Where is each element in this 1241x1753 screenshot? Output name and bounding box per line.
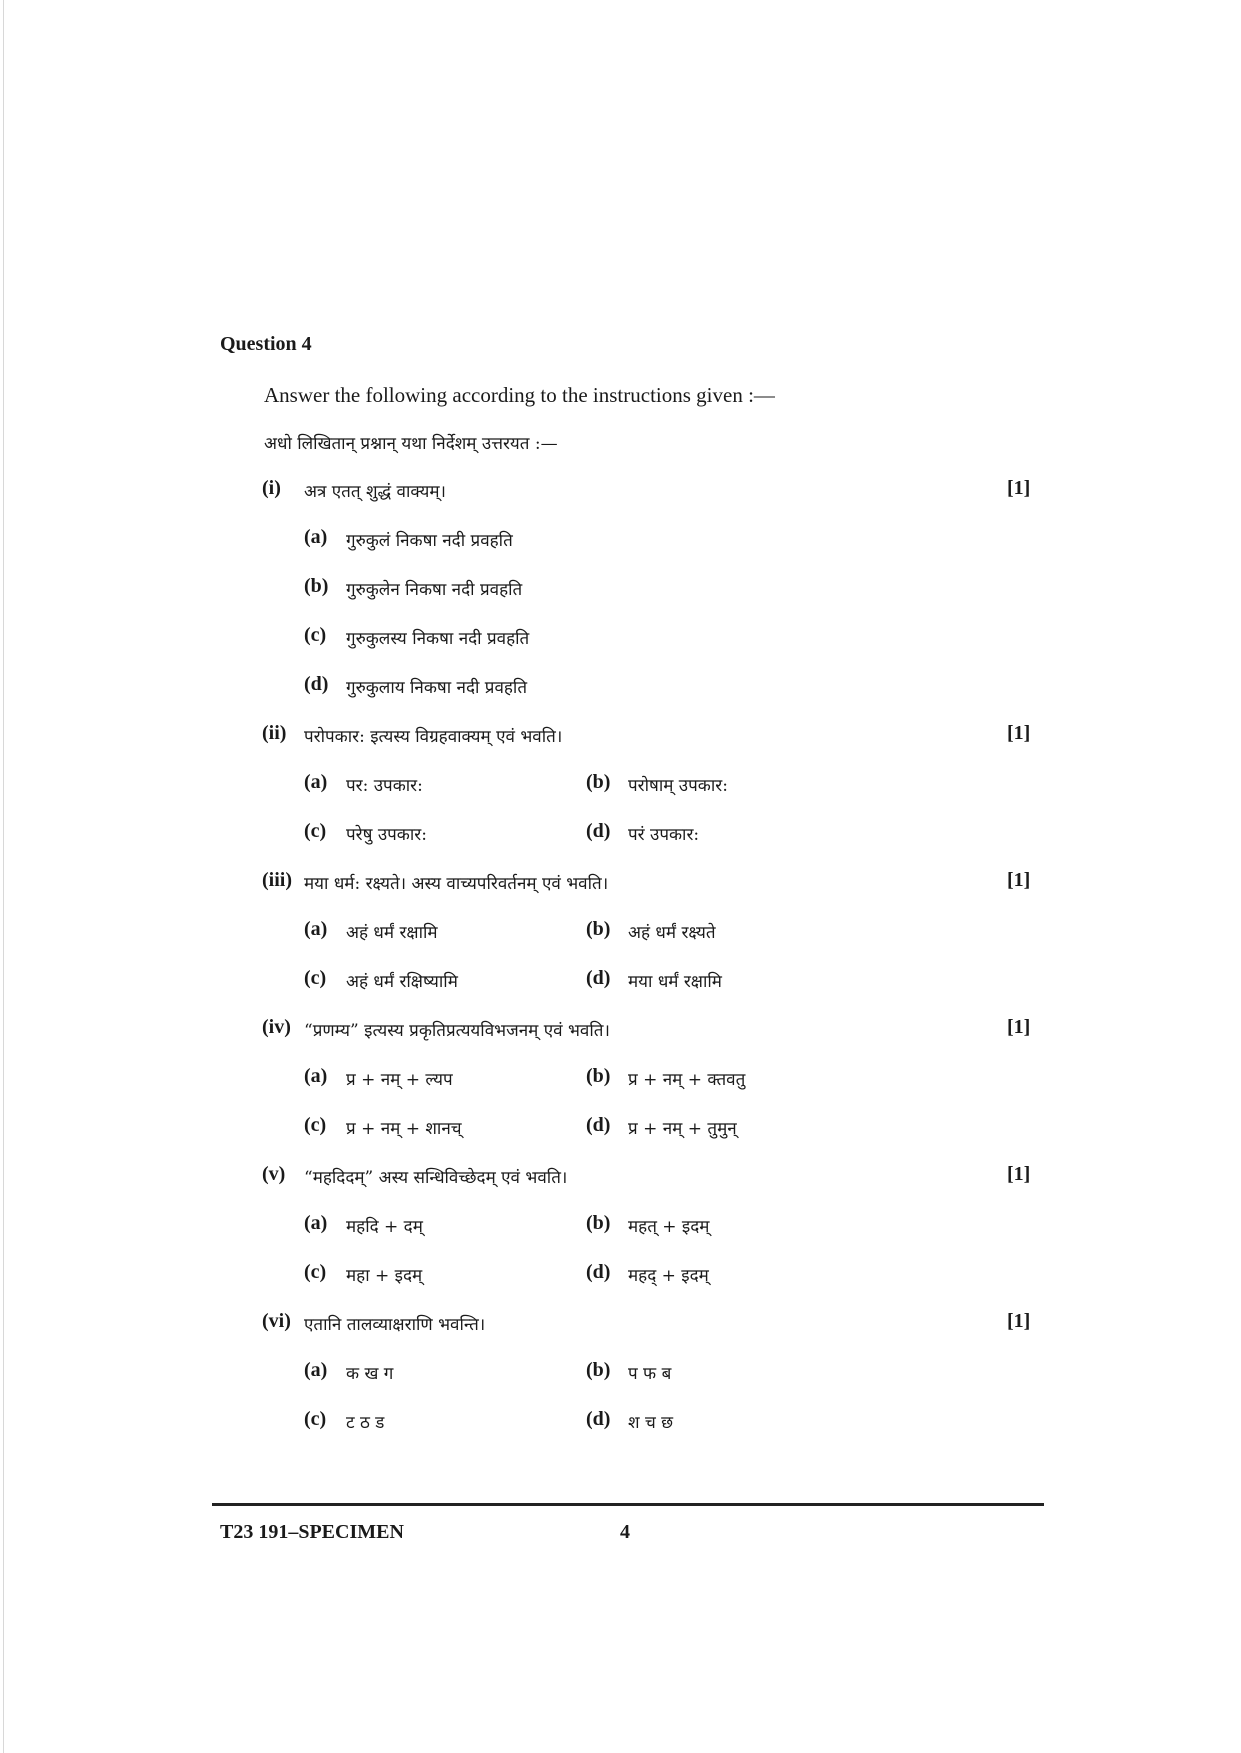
question-number: (iii) bbox=[262, 869, 292, 891]
option-label: (a) bbox=[304, 771, 328, 793]
option-text: प फ ब bbox=[628, 1364, 672, 1384]
question-item bbox=[0, 1016, 1241, 1044]
option-label: (b) bbox=[586, 918, 611, 940]
option-text: गुरुकुलं निकषा नदी प्रवहति bbox=[346, 531, 513, 551]
option-text: गुरुकुलस्य निकषा नदी प्रवहति bbox=[346, 629, 530, 649]
option-text: श च छ bbox=[628, 1413, 674, 1433]
option-label: (b) bbox=[586, 1212, 611, 1234]
question-text: “प्रणम्य” इत्यस्य प्रकृतिप्रत्ययविभजनम् एवं भवति। bbox=[304, 1021, 610, 1041]
question-number: (ii) bbox=[262, 722, 287, 744]
question-text: परोपकार: इत्यस्य विग्रहवाक्यम् एवं भवति। bbox=[304, 727, 563, 747]
question-marks: [1] bbox=[1007, 1016, 1031, 1038]
option-label: (d) bbox=[586, 1114, 611, 1136]
question-item bbox=[0, 1310, 1241, 1338]
option-text: महा + इदम् bbox=[346, 1266, 423, 1286]
option-text: प्र + नम् + शानच् bbox=[346, 1119, 462, 1139]
option-label: (c) bbox=[304, 967, 327, 989]
question-title: Question 4 bbox=[220, 333, 312, 355]
option-label: (d) bbox=[304, 673, 329, 695]
question-text: एतानि तालव्याक्षराणि भवन्ति। bbox=[304, 1315, 486, 1335]
option-text: महत् + इदम् bbox=[628, 1217, 710, 1237]
page-number: 4 bbox=[620, 1521, 630, 1543]
instruction-english: Answer the following according to the instructions given :— bbox=[264, 383, 775, 407]
question-marks: [1] bbox=[1007, 869, 1031, 891]
question-marks: [1] bbox=[1007, 1310, 1031, 1332]
question-marks: [1] bbox=[1007, 477, 1031, 499]
option-label: (a) bbox=[304, 1359, 328, 1381]
question-number: (v) bbox=[262, 1163, 286, 1185]
option-label: (a) bbox=[304, 1065, 328, 1087]
option-text: प्र + नम् + ल्यप bbox=[346, 1070, 453, 1090]
footer-code: T23 191–SPECIMEN bbox=[220, 1521, 404, 1543]
question-number: (vi) bbox=[262, 1310, 291, 1332]
option-label: (d) bbox=[586, 820, 611, 842]
option-label: (a) bbox=[304, 918, 328, 940]
instruction-sanskrit: अधो लिखितान् प्रश्नान् यथा निर्देशम् उत्तरयत :— bbox=[264, 434, 558, 454]
option-text: गुरुकुलेन निकषा नदी प्रवहति bbox=[346, 580, 523, 600]
option-text: प्र + नम् + क्तवतु bbox=[628, 1070, 746, 1090]
option-label: (d) bbox=[586, 1261, 611, 1283]
option-label: (a) bbox=[304, 526, 328, 548]
question-text: “महदिदम्” अस्य सन्धिविच्छेदम् एवं भवति। bbox=[304, 1168, 568, 1188]
option-text: परं उपकार: bbox=[628, 825, 700, 845]
question-item bbox=[0, 1163, 1241, 1191]
option-text: अहं धर्मं रक्षिष्यामि bbox=[346, 972, 458, 992]
option-label: (c) bbox=[304, 1114, 327, 1136]
option-text: परेषु उपकार: bbox=[346, 825, 427, 845]
option-label: (b) bbox=[586, 771, 611, 793]
question-number: (iv) bbox=[262, 1016, 291, 1038]
option-text: महदि + दम् bbox=[346, 1217, 423, 1237]
option-label: (c) bbox=[304, 820, 327, 842]
question-number: (i) bbox=[262, 477, 281, 499]
option-text: महद् + इदम् bbox=[628, 1266, 709, 1286]
question-marks: [1] bbox=[1007, 1163, 1031, 1185]
question-item bbox=[0, 477, 1241, 505]
question-text: अत्र एतत् शुद्धं वाक्यम्। bbox=[304, 482, 446, 502]
question-item bbox=[0, 722, 1241, 750]
option-label: (b) bbox=[586, 1065, 611, 1087]
option-text: ट ठ ड bbox=[346, 1413, 385, 1433]
question-item bbox=[0, 869, 1241, 897]
option-label: (a) bbox=[304, 1212, 328, 1234]
option-text: क ख ग bbox=[346, 1364, 394, 1384]
option-label: (b) bbox=[304, 575, 329, 597]
footer-divider bbox=[212, 1503, 1044, 1506]
question-text: मया धर्म: रक्ष्यते। अस्य वाच्यपरिवर्तनम् एवं भवति। bbox=[304, 874, 609, 894]
option-text: परोषाम् उपकार: bbox=[628, 776, 728, 796]
option-text: प्र + नम् + तुमुन् bbox=[628, 1119, 737, 1139]
option-label: (b) bbox=[586, 1359, 611, 1381]
option-label: (c) bbox=[304, 1261, 327, 1283]
option-text: अहं धर्मं रक्ष्यते bbox=[628, 923, 716, 943]
option-label: (c) bbox=[304, 1408, 327, 1430]
option-text: अहं धर्मं रक्षामि bbox=[346, 923, 438, 943]
option-label: (d) bbox=[586, 1408, 611, 1430]
option-text: पर: उपकार: bbox=[346, 776, 423, 796]
option-text: मया धर्मं रक्षामि bbox=[628, 972, 722, 992]
question-marks: [1] bbox=[1007, 722, 1031, 744]
option-label: (c) bbox=[304, 624, 327, 646]
option-label: (d) bbox=[586, 967, 611, 989]
option-text: गुरुकुलाय निकषा नदी प्रवहति bbox=[346, 678, 528, 698]
